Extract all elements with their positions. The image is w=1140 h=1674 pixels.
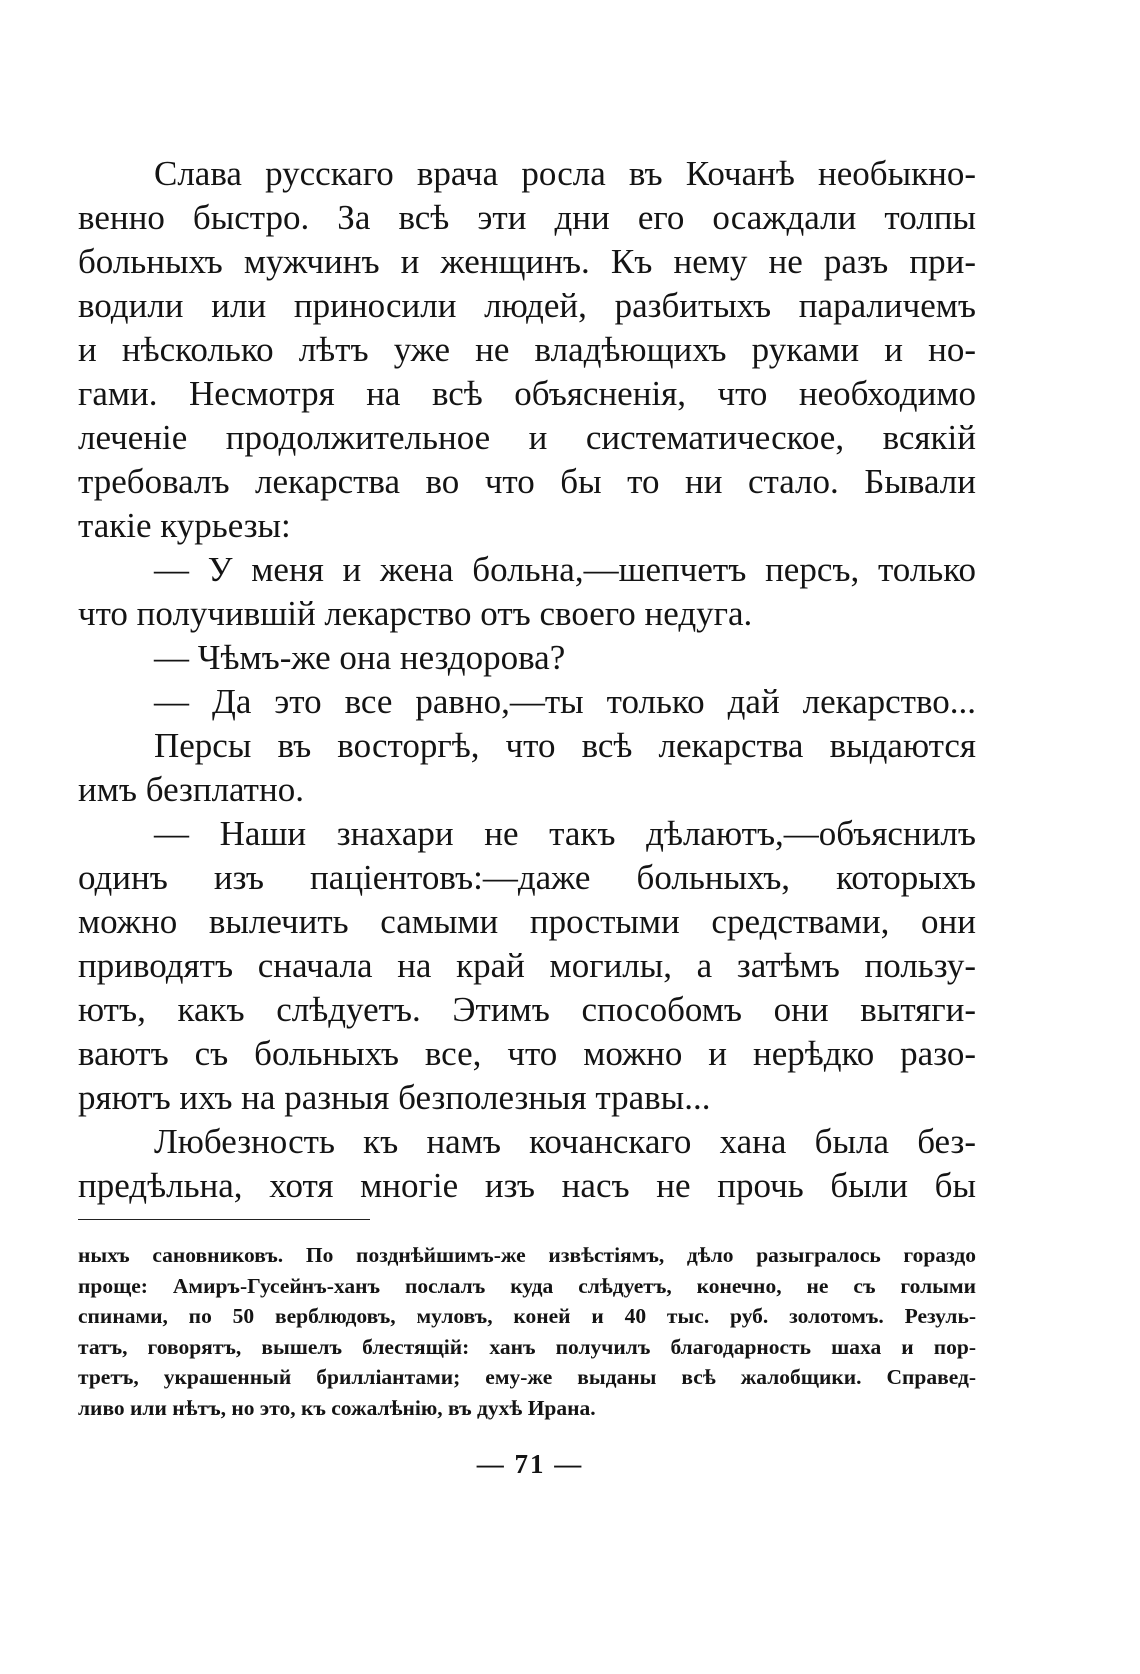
text-line: и нѣсколько лѣтъ уже не владѣющихъ руками и но-: [78, 330, 976, 369]
footnote-line: ливо или нѣтъ, но это, къ сожалѣнію, въ духѣ Ирана.: [78, 1395, 596, 1420]
text-line: — У меня и жена больна,—шепчетъ персъ, только: [154, 550, 976, 589]
footnote-line: проще: Амиръ-Гусейнъ-ханъ послалъ куда слѣдуетъ, конечно, не съ голыми: [78, 1273, 976, 1298]
text-line: ряютъ ихъ на разныя безполезныя травы...: [78, 1078, 711, 1117]
text-line: имъ безплатно.: [78, 770, 304, 809]
text-line: ютъ, какъ слѣдуетъ. Этимъ способомъ они вытяги-: [78, 990, 976, 1029]
text-line: больныхъ мужчинъ и женщинъ. Къ нему не разъ при-: [78, 242, 976, 281]
text-line: леченіе продолжительное и систематическое, всякій: [78, 418, 976, 457]
text-line: гами. Несмотря на всѣ объясненія, что необходимо: [78, 374, 976, 413]
text-line: — Да это все равно,—ты только дай лекарство...: [154, 682, 976, 721]
footnote-line: спинами, по 50 верблюдовъ, муловъ, коней и 40 тыс. руб. золотомъ. Резуль-: [78, 1304, 976, 1329]
text-line: одинъ изъ паціентовъ:—даже больныхъ, которыхъ: [78, 858, 976, 897]
text-line: приводятъ сначала на край могилы, а затѣмъ пользу-: [78, 946, 976, 985]
page-number: — 71 —: [476, 1449, 584, 1479]
footnote-line: татъ, говорятъ, вышелъ блестящій: ханъ получилъ благодарность шаха и пор-: [78, 1334, 976, 1359]
text-line: Слава русскаго врача росла въ Кочанѣ необыкно-: [154, 154, 976, 193]
text-line: такіе курьезы:: [78, 506, 291, 545]
text-line: можно вылечить самыми простыми средствами, они: [78, 902, 976, 941]
footnote-divider: [78, 1219, 370, 1220]
text-line: ваютъ съ больныхъ все, что можно и нерѣдко разо-: [78, 1034, 976, 1073]
text-line: венно быстро. За всѣ эти дни его осаждали толпы: [78, 198, 976, 237]
text-line: водили или приносили людей, разбитыхъ параличемъ: [78, 286, 976, 325]
text-line: требовалъ лекарства во что бы то ни стало. Бывали: [78, 462, 976, 501]
footnote-line: ныхъ сановниковъ. По позднѣйшимъ-же извѣстіямъ, дѣло разыгралось гораздо: [78, 1243, 976, 1267]
text-line: Любезность къ намъ кочанскаго хана была без-: [154, 1122, 976, 1161]
footnote-line: третъ, украшенный бриллiантами; ему-же выданы всѣ жалобщики. Справед-: [78, 1365, 976, 1390]
text-line: предѣльна, хотя многіе изъ насъ не прочь были бы: [78, 1166, 976, 1205]
text-line: — Чѣмъ-же она нездорова?: [154, 638, 566, 677]
text-line: — Наши знахари не такъ дѣлаютъ,—объяснилъ: [154, 814, 976, 853]
text-line: что получившій лекарство отъ своего недуга.: [78, 594, 753, 633]
body-text: [78, 152, 976, 1208]
footnote: [78, 1240, 976, 1424]
text-line: Персы въ восторгѣ, что всѣ лекарства выдаются: [154, 726, 976, 765]
